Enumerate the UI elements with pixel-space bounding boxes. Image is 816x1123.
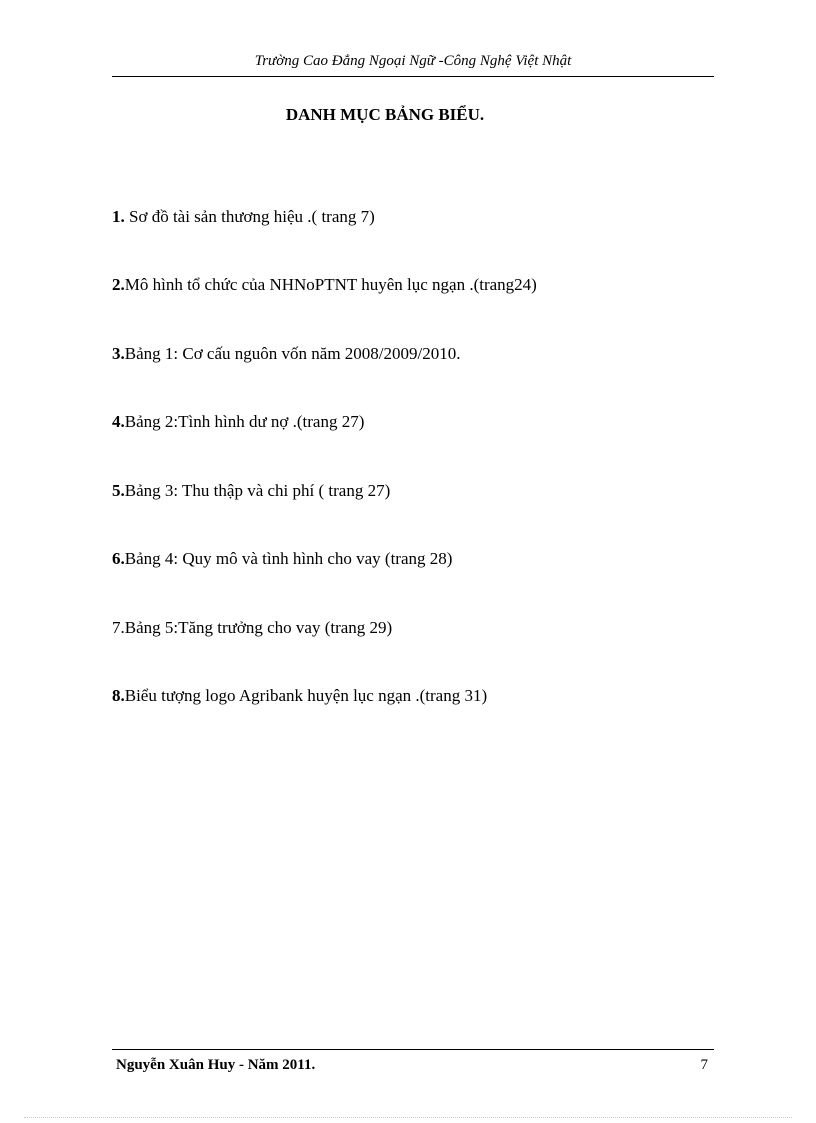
list-item-number: 1. xyxy=(112,207,125,226)
list-item xyxy=(112,547,712,571)
list-item-text: Bảng 4: Quy mô và tình hình cho vay (trang 28) xyxy=(124,549,453,568)
list-item-text: Sơ đồ tài sản thương hiệu .( trang 7) xyxy=(124,207,375,226)
list-item-text: Biểu tượng logo Agribank huyện lục ngạn .(trang 31) xyxy=(124,686,488,705)
list-item-number: 2. xyxy=(112,275,125,294)
list-item-number: 4. xyxy=(112,412,125,431)
list-item-text: Mô hình tổ chức của NHNoPTNT huyên lục ngạn .(trang24) xyxy=(124,275,537,294)
list-item-number: 7. xyxy=(112,618,125,637)
list-item xyxy=(112,479,712,503)
list-item-number: 3. xyxy=(112,344,125,363)
list-item xyxy=(112,684,712,708)
list-item xyxy=(112,410,712,434)
list-item xyxy=(112,273,712,297)
list-item-text: Bảng 1: Cơ cấu nguôn vốn năm 2008/2009/2010. xyxy=(124,344,461,363)
list-item-text: Bảng 3: Thu thập và chi phí ( trang 27) xyxy=(124,481,391,500)
list-title: DANH MỤC BẢNG BIỂU. xyxy=(285,105,485,124)
list-item-number: 8. xyxy=(112,686,125,705)
list-item xyxy=(112,342,712,366)
page-number: 7 xyxy=(700,1057,708,1073)
list-item-number: 5. xyxy=(112,481,125,500)
footer-author: Nguyễn Xuân Huy - Năm 2011. xyxy=(116,1057,316,1073)
footer-divider xyxy=(112,1049,714,1050)
list-item-text: Bảng 5:Tăng trưởng cho vay (trang 29) xyxy=(124,618,393,637)
list-item xyxy=(112,205,712,229)
list-item xyxy=(112,616,712,640)
list-item-text: Bảng 2:Tình hình dư nợ .(trang 27) xyxy=(124,412,365,431)
page-bottom-edge xyxy=(24,1117,792,1118)
header-school-name: Trường Cao Đẳng Ngoại Ngữ -Công Nghệ Việt Nhật xyxy=(254,53,572,69)
list-item-number: 6. xyxy=(112,549,125,568)
header-divider xyxy=(112,76,714,77)
